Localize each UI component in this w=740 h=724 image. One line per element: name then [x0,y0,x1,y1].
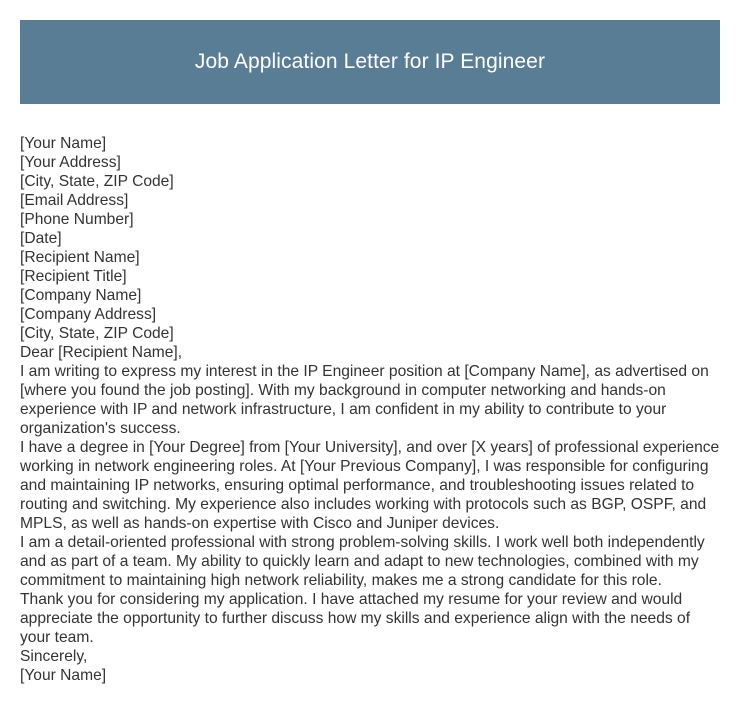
recipient-city-state-zip: [City, State, ZIP Code] [20,325,174,342]
recipient-block [20,248,720,343]
sender-city-state-zip: [City, State, ZIP Code] [20,173,174,190]
sender-phone: [Phone Number] [20,211,134,228]
sender-address: [Your Address] [20,154,121,171]
title-banner [20,20,720,104]
paragraph-experience: I have a degree in [Your Degree] from [Your University], and over [X years] of professional experience working in network engineering roles. At [Your Previous Company], I was responsible for configuring and maintaining IP networks, ensuring optimal performance, and troubleshooting issues related to routing and switching. My experience also includes working with protocols such as BGP, OSPF, and MPLS, as well as hands-on expertise with Cisco and Juniper devices. [20,439,720,532]
salutation: Dear [Recipient Name], [20,344,183,361]
closing: Sincerely, [20,648,88,665]
sender-email: [Email Address] [20,192,129,209]
sender-block [20,134,720,248]
recipient-name: [Recipient Name] [20,249,140,266]
recipient-company: [Company Name] [20,287,142,304]
recipient-company-address: [Company Address] [20,306,157,323]
sender-name: [Your Name] [20,135,107,152]
recipient-title: [Recipient Title] [20,268,127,285]
paragraph-closing: Thank you for considering my application. I have attached my resume for your review and would appreciate the opportunity to further discuss how my skills and experience align with the needs of your team. [20,591,691,646]
letter-body [20,134,720,685]
page-title: Job Application Letter for IP Engineer [194,50,546,73]
letter-date: [Date] [20,230,62,247]
signature: [Your Name] [20,667,107,684]
paragraph-skills: I am a detail-oriented professional with strong problem-solving skills. I work well both independently and as part of a team. My ability to quickly learn and adapt to new technologies, combined with my commitment to maintaining high network reliability, makes me a strong candidate for this role. [20,534,705,589]
paragraph-intro: I am writing to express my interest in the IP Engineer position at [Company Name], as advertised on [where you found the job posting]. With my background in computer networking and hands-on experience with IP and network infrastructure, I am confident in my ability to contribute to your organization's success. [20,363,709,437]
